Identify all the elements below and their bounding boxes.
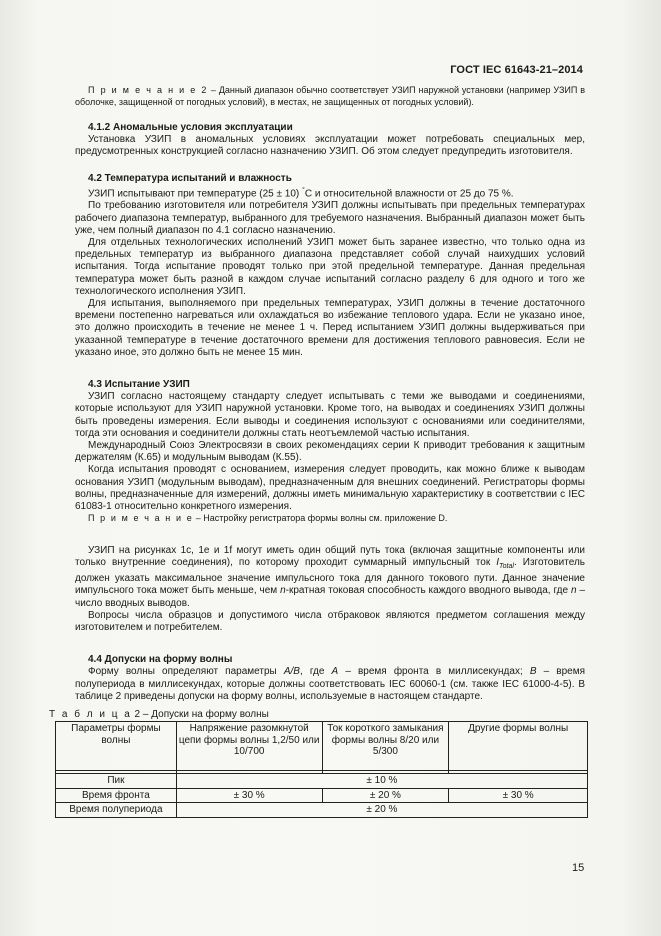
row-name-cell: Время фронта <box>56 788 177 803</box>
document-body <box>49 85 586 818</box>
section-4-1-2-title: 4.1.2 Аномальные условия эксплуатации <box>88 122 293 133</box>
section-4-2-title: 4.2 Температура испытаний и влажность <box>88 172 292 184</box>
note-label: П р и м е ч а н и е <box>88 513 194 524</box>
table-row <box>56 803 588 818</box>
value-cell: ± 30 % <box>449 788 588 803</box>
section-4-2-paragraph-4: Для испытания, выполняемого при предельных температурах, УЗИП должны в течение достаточного времени постепенно нагреваться или охлаждаться во избежание теплового удара. Если не указано иное, это должно происходить в течение не менее 1 ч. Перед испытанием УЗИП должны выдерживаться при указанной температуре в течение достаточного времени для достижения теплового равновесия. Если не указано иное, это должно быть не менее 15 мин. <box>75 297 585 358</box>
table-row <box>56 788 588 803</box>
note-label: П р и м е ч а н и е 2 <box>88 85 209 95</box>
section-4-2-paragraph-2: По требованию изготовителя или потребителя УЗИП должны испытывать при предельных температурах рабочего диапазона температур, выбранного для требуемого назначения. Выбранный диапазон может быть уже, чем полный диапазон по 4.1 согласно назначению. <box>75 200 585 236</box>
value-cell: ± 10 % <box>176 773 587 788</box>
section-4-3-title: 4.3 Испытание УЗИП <box>88 378 190 390</box>
header-cell: Параметры формы волны <box>56 721 177 770</box>
header-cell: Ток короткого замыкания формы волны 8/20 или 5/300 <box>322 721 449 770</box>
note-text: – Данный диапазон обычно соответствует УЗИП наружной установки (например УЗИП в оболочке, защищенной от погодных условий), в местах, не защищенных от погодных условий). <box>75 85 585 107</box>
row-name-cell: Пик <box>56 773 177 788</box>
page-number: 15 <box>572 862 585 874</box>
note-2 <box>75 85 585 108</box>
table-caption: Т а б л и ц а 2 – Допуски на форму волны <box>49 708 269 720</box>
section-4-4-paragraph: Форму волны определяют параметры A/B, где A – время фронта в миллисекундах; B – время полупериода в миллисекундах, которые должны соответствовать IEC 60060-1 (см. также IEC 61000-4-5). В таблице 2 приведены допуски на форму волны, используемые в настоящем стандарте. <box>75 666 585 702</box>
header-cell: Другие формы волны <box>449 721 588 770</box>
value-cell: ± 20 % <box>176 803 587 818</box>
row-name-cell: Время полупериода <box>56 803 177 818</box>
section-4-3-paragraph-5: Вопросы числа образцов и допустимого числа отбраковок являются предметом соглашения между изготовителем и потребителем. <box>75 609 585 633</box>
section-4-3-paragraph-1: УЗИП согласно настоящему стандарту следует испытывать с теми же выводами и соединениями, которые используют для УЗИП наружной установки. Кроме того, на выводах и соединениях УЗИП должны быть проведены измерения. Если выводы и соединения используют с основаниями или соединителями, тогда эти основания и соединители должны стать неотъемлемой частью испытания. <box>75 391 585 439</box>
section-4-2-paragraph-3: Для отдельных технологических исполнений УЗИП может быть заранее известно, что только одна из предельных температур из выбранного диапазона представляет собой случай наихудших условий испытания. Тогда испытание проводят только при этой предельной температуре. Данная предельная температура может быть разной в каждом случае испытаний согласно разделу 6 для одного и того же технологического исполнения УЗИП. <box>75 236 585 297</box>
value-cell: ± 20 % <box>322 788 449 803</box>
section-4-1-2-paragraph: Установка УЗИП в аномальных условиях эксплуатации может потребовать специальных мер, предусмотренных конструкцией согласно назначению УЗИП. Об этом следует предупредить изготовителя. <box>75 134 585 158</box>
standard-header: ГОСТ IEC 61643-21–2014 <box>450 64 583 76</box>
section-4-3-paragraph-2: Международный Союз Электросвязи в своих рекомендациях серии К приводит требования к защитным держателям (К.65) и модульным выводам (К.55). <box>75 440 585 464</box>
section-4-3-note <box>75 513 585 525</box>
value-cell: ± 30 % <box>176 788 322 803</box>
section-4-3-paragraph-4: УЗИП на рисунках 1с, 1е и 1f могут иметь один общий путь тока (включая защитные компоненты или только внутренние соединения), по которому проходит суммарный импульсный ток $I_{Total}$. Изготовитель должен указать максимальное значение импульсного тока для данного токового пути. Данное значение импульсного тока может быть меньше, чем n-кратная токовая способность каждого вводного вывода, где n – число вводных выводов. <box>75 544 586 609</box>
waveform-tolerance-table <box>55 721 588 818</box>
note-text: – Настройку регистратора формы волны см. приложение D. <box>193 513 448 524</box>
table-header-row <box>56 721 588 770</box>
section-4-2-paragraph-1: УЗИП испытывают при температуре (25 ± 10) °С и относительной влажности от 25 до 75 %. <box>88 186 514 200</box>
header-cell: Напряжение разомкнутой цепи формы волны 1,2/50 или 10/700 <box>176 721 322 770</box>
section-4-4-title: 4.4 Допуски на форму волны <box>88 654 233 666</box>
section-4-3-paragraph-3: Когда испытания проводят с основанием, измерения следует проводить, как можно ближе к выводам основания УЗИП (модульным выводам), предназначенным для внешних соединений. Регистраторы формы волны, предназначенные для измерений, должны иметь минимальную характеристику в соответствии с IEC 61083-1 относительно конкретного измерения. <box>75 464 585 513</box>
table-row <box>56 773 588 788</box>
